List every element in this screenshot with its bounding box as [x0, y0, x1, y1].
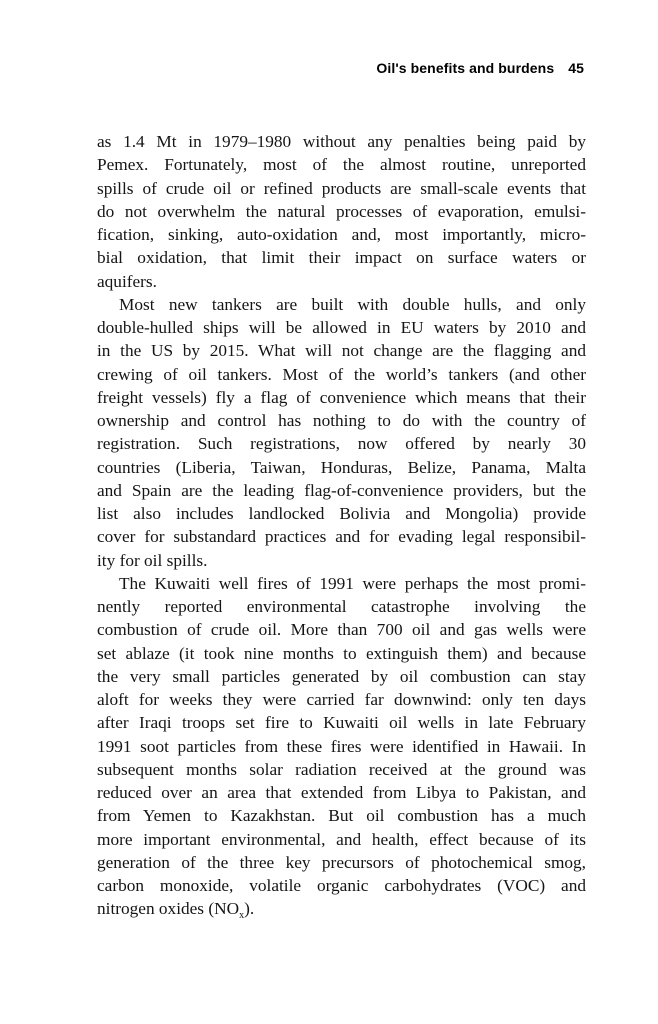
text-line: in the US by 2015. What will not change are the flagging and — [97, 341, 586, 361]
text-line: Pemex. Fortunately, most of the almost routine, unreported — [97, 155, 586, 175]
text-line: freight vessels) fly a flag of convenience which means that their — [97, 387, 586, 407]
final-line-end: ). — [244, 899, 255, 919]
text-line: the very small particles generated by oil combustion can stay — [97, 666, 586, 686]
running-head-title: Oil's benefits and burdens — [376, 60, 555, 76]
text-line: Most new tankers are built with double hulls, and only — [119, 294, 586, 314]
text-line: The Kuwaiti well fires of 1991 were perhaps the most promi- — [119, 573, 586, 593]
text-line: 1991 soot particles from these fires were identified in Hawaii. In — [97, 736, 586, 756]
final-line-text: nitrogen oxides (NO — [97, 899, 240, 919]
text-line: cover for substandard practices and for evading legal responsibil- — [97, 527, 586, 547]
text-line: more important environmental, and health, effect because of its — [97, 829, 586, 849]
text-line: ownership and control has nothing to do with the country of — [97, 411, 586, 430]
text-line: ity for oil spills. — [97, 550, 208, 570]
text-line: after Iraqi troops set fire to Kuwaiti oil wells in late February — [97, 713, 586, 733]
text-line: aquifers. — [97, 271, 157, 291]
paragraph — [97, 130, 586, 293]
paragraph — [97, 293, 586, 572]
text-line: reduced over an area that extended from Libya to Pakistan, and — [97, 783, 586, 802]
text-line: combustion of crude oil. More than 700 oil and gas wells were — [97, 620, 586, 640]
text-line: from Yemen to Kazakhstan. But oil combustion has a much — [97, 806, 586, 826]
page-number: 45 — [568, 60, 584, 76]
text-line: spills of crude oil or refined products are small-scale events that — [97, 178, 586, 198]
text-line: generation of the three key precursors of photochemical smog, — [97, 852, 586, 872]
text-line: set ablaze (it took nine months to extinguish them) and because — [97, 643, 586, 663]
text-line: carbon monoxide, volatile organic carbohydrates (VOC) and — [97, 876, 586, 895]
text-line: and Spain are the leading flag-of-convenience providers, but the — [97, 480, 586, 500]
paragraph — [97, 572, 586, 921]
text-line-final — [97, 897, 586, 920]
text-line: crewing of oil tankers. Most of the world’s tankers (and other — [97, 364, 586, 384]
text-line: aloft for weeks they were carried far downwind: only ten days — [97, 690, 586, 709]
text-line: nently reported environmental catastrophe involving the — [97, 597, 586, 616]
text-line: subsequent months solar radiation received at the ground was — [97, 759, 586, 779]
text-line: list also includes landlocked Bolivia and Mongolia) provide — [97, 504, 586, 523]
text-line: bial oxidation, that limit their impact on surface waters or — [97, 248, 586, 268]
text-line: as 1.4 Mt in 1979–1980 without any penalties being paid by — [97, 132, 586, 151]
text-line: fication, sinking, auto-oxidation and, most importantly, micro- — [97, 225, 586, 244]
body-text — [97, 130, 586, 921]
text-line: countries (Liberia, Taiwan, Honduras, Belize, Panama, Malta — [97, 457, 586, 477]
subscript-x: x — [239, 910, 245, 922]
text-line: double-hulled ships will be allowed in EU waters by 2010 and — [97, 318, 586, 337]
text-line: do not overwhelm the natural processes of evaporation, emulsi- — [97, 201, 586, 221]
running-head — [376, 60, 584, 76]
text-line: registration. Such registrations, now offered by nearly 30 — [97, 434, 586, 454]
